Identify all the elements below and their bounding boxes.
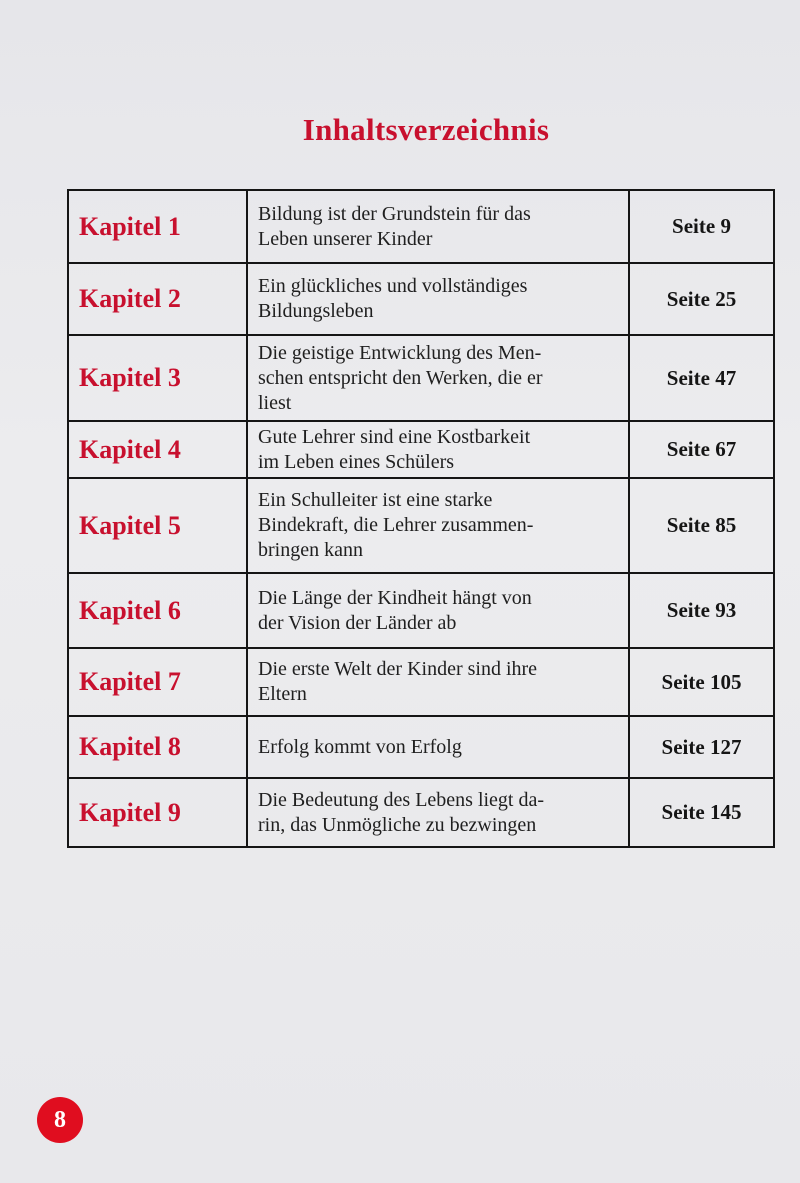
page-reference: Seite 9 bbox=[629, 190, 774, 263]
page-reference: Seite 85 bbox=[629, 478, 774, 573]
chapter-title: Die geistige Entwicklung des Men- schen entspricht den Werken, die er liest bbox=[247, 335, 629, 421]
page-reference: Seite 93 bbox=[629, 573, 774, 648]
chapter-label: Kapitel 1 bbox=[68, 190, 247, 263]
chapter-label: Kapitel 6 bbox=[68, 573, 247, 648]
page-number-badge: 8 bbox=[37, 1097, 83, 1143]
page-reference: Seite 127 bbox=[629, 716, 774, 778]
toc-row bbox=[68, 716, 774, 778]
toc-row bbox=[68, 778, 774, 847]
chapter-title: Die Bedeutung des Lebens liegt da- rin, das Unmögliche zu bezwingen bbox=[247, 778, 629, 847]
page-title: Inhaltsverzeichnis bbox=[302, 112, 550, 147]
chapter-title: Die Länge der Kindheit hängt von der Vision der Länder ab bbox=[247, 573, 629, 648]
toc-row bbox=[68, 648, 774, 716]
chapter-title: Ein glückliches und vollständiges Bildungsleben bbox=[247, 263, 629, 335]
chapter-title: Ein Schulleiter ist eine starke Bindekraft, die Lehrer zusammen- bringen kann bbox=[247, 478, 629, 573]
table-of-contents bbox=[67, 189, 775, 848]
page-reference: Seite 145 bbox=[629, 778, 774, 847]
chapter-label: Kapitel 5 bbox=[68, 478, 247, 573]
page-reference: Seite 67 bbox=[629, 421, 774, 478]
chapter-label: Kapitel 8 bbox=[68, 716, 247, 778]
toc-row bbox=[68, 263, 774, 335]
chapter-title: Bildung ist der Grundstein für das Leben unserer Kinder bbox=[247, 190, 629, 263]
toc-row bbox=[68, 190, 774, 263]
chapter-title: Erfolg kommt von Erfolg bbox=[247, 716, 629, 778]
toc-row bbox=[68, 421, 774, 478]
chapter-label: Kapitel 7 bbox=[68, 648, 247, 716]
chapter-label: Kapitel 2 bbox=[68, 263, 247, 335]
chapter-title: Gute Lehrer sind eine Kostbarkeit im Leben eines Schülers bbox=[247, 421, 629, 478]
toc-row bbox=[68, 478, 774, 573]
page-reference: Seite 25 bbox=[629, 263, 774, 335]
page-reference: Seite 47 bbox=[629, 335, 774, 421]
chapter-label: Kapitel 9 bbox=[68, 778, 247, 847]
toc-row bbox=[68, 335, 774, 421]
toc-row bbox=[68, 573, 774, 648]
chapter-label: Kapitel 4 bbox=[68, 421, 247, 478]
chapter-title: Die erste Welt der Kinder sind ihre Eltern bbox=[247, 648, 629, 716]
chapter-label: Kapitel 3 bbox=[68, 335, 247, 421]
page-reference: Seite 105 bbox=[629, 648, 774, 716]
